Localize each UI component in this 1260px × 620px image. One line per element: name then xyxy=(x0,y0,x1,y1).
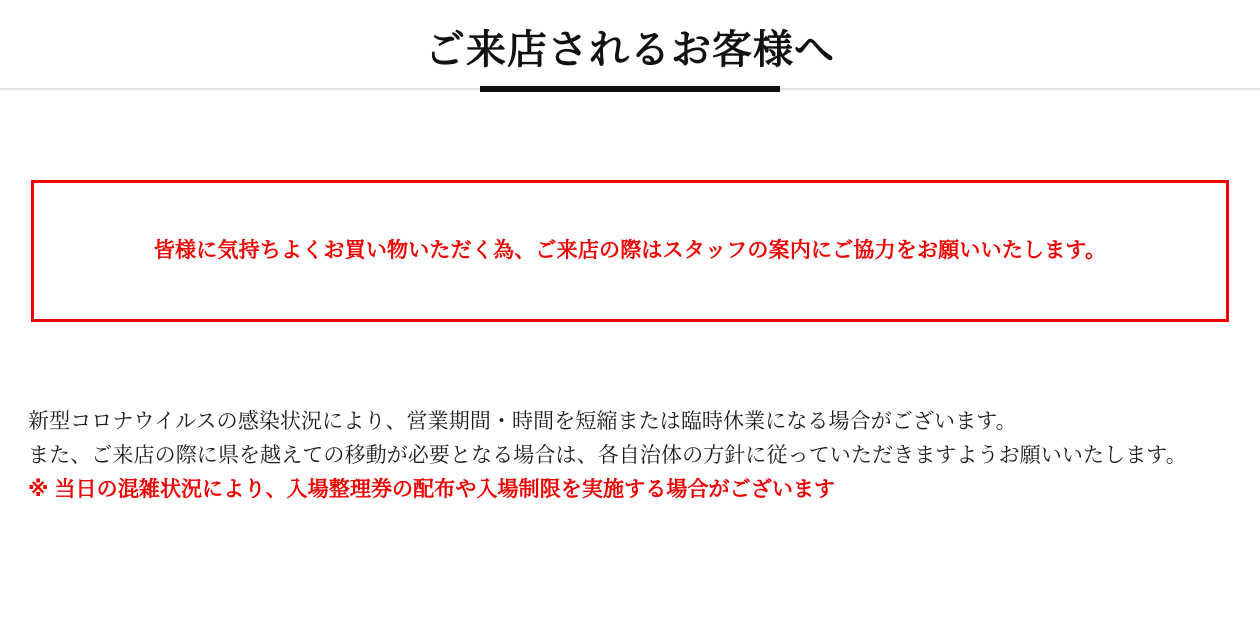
page-title: ご来店されるお客様へ xyxy=(425,28,835,72)
page-header xyxy=(0,0,1260,74)
body-paragraph-1: 新型コロナウイルスの感染状況により、営業期間・時間を短縮または臨時休業になる場合がございます。 xyxy=(28,410,1017,433)
notice-box xyxy=(31,180,1229,322)
body-paragraph-2: また、ご来店の際に県を越えての移動が必要となる場合は、各自治体の方針に従っていただきますようお願いいたします。 xyxy=(28,444,1187,468)
body-text-block xyxy=(28,405,1233,507)
title-underline-accent xyxy=(480,86,780,92)
notice-text: 皆様に気持ちよくお買い物いただく為、ご来店の際はスタッフの案内にご協力をお願いいたします。 xyxy=(153,239,1107,263)
body-note: ※ 当日の混雑状況により、入場整理券の配布や入場制限を実施する場合がございます xyxy=(28,478,836,502)
